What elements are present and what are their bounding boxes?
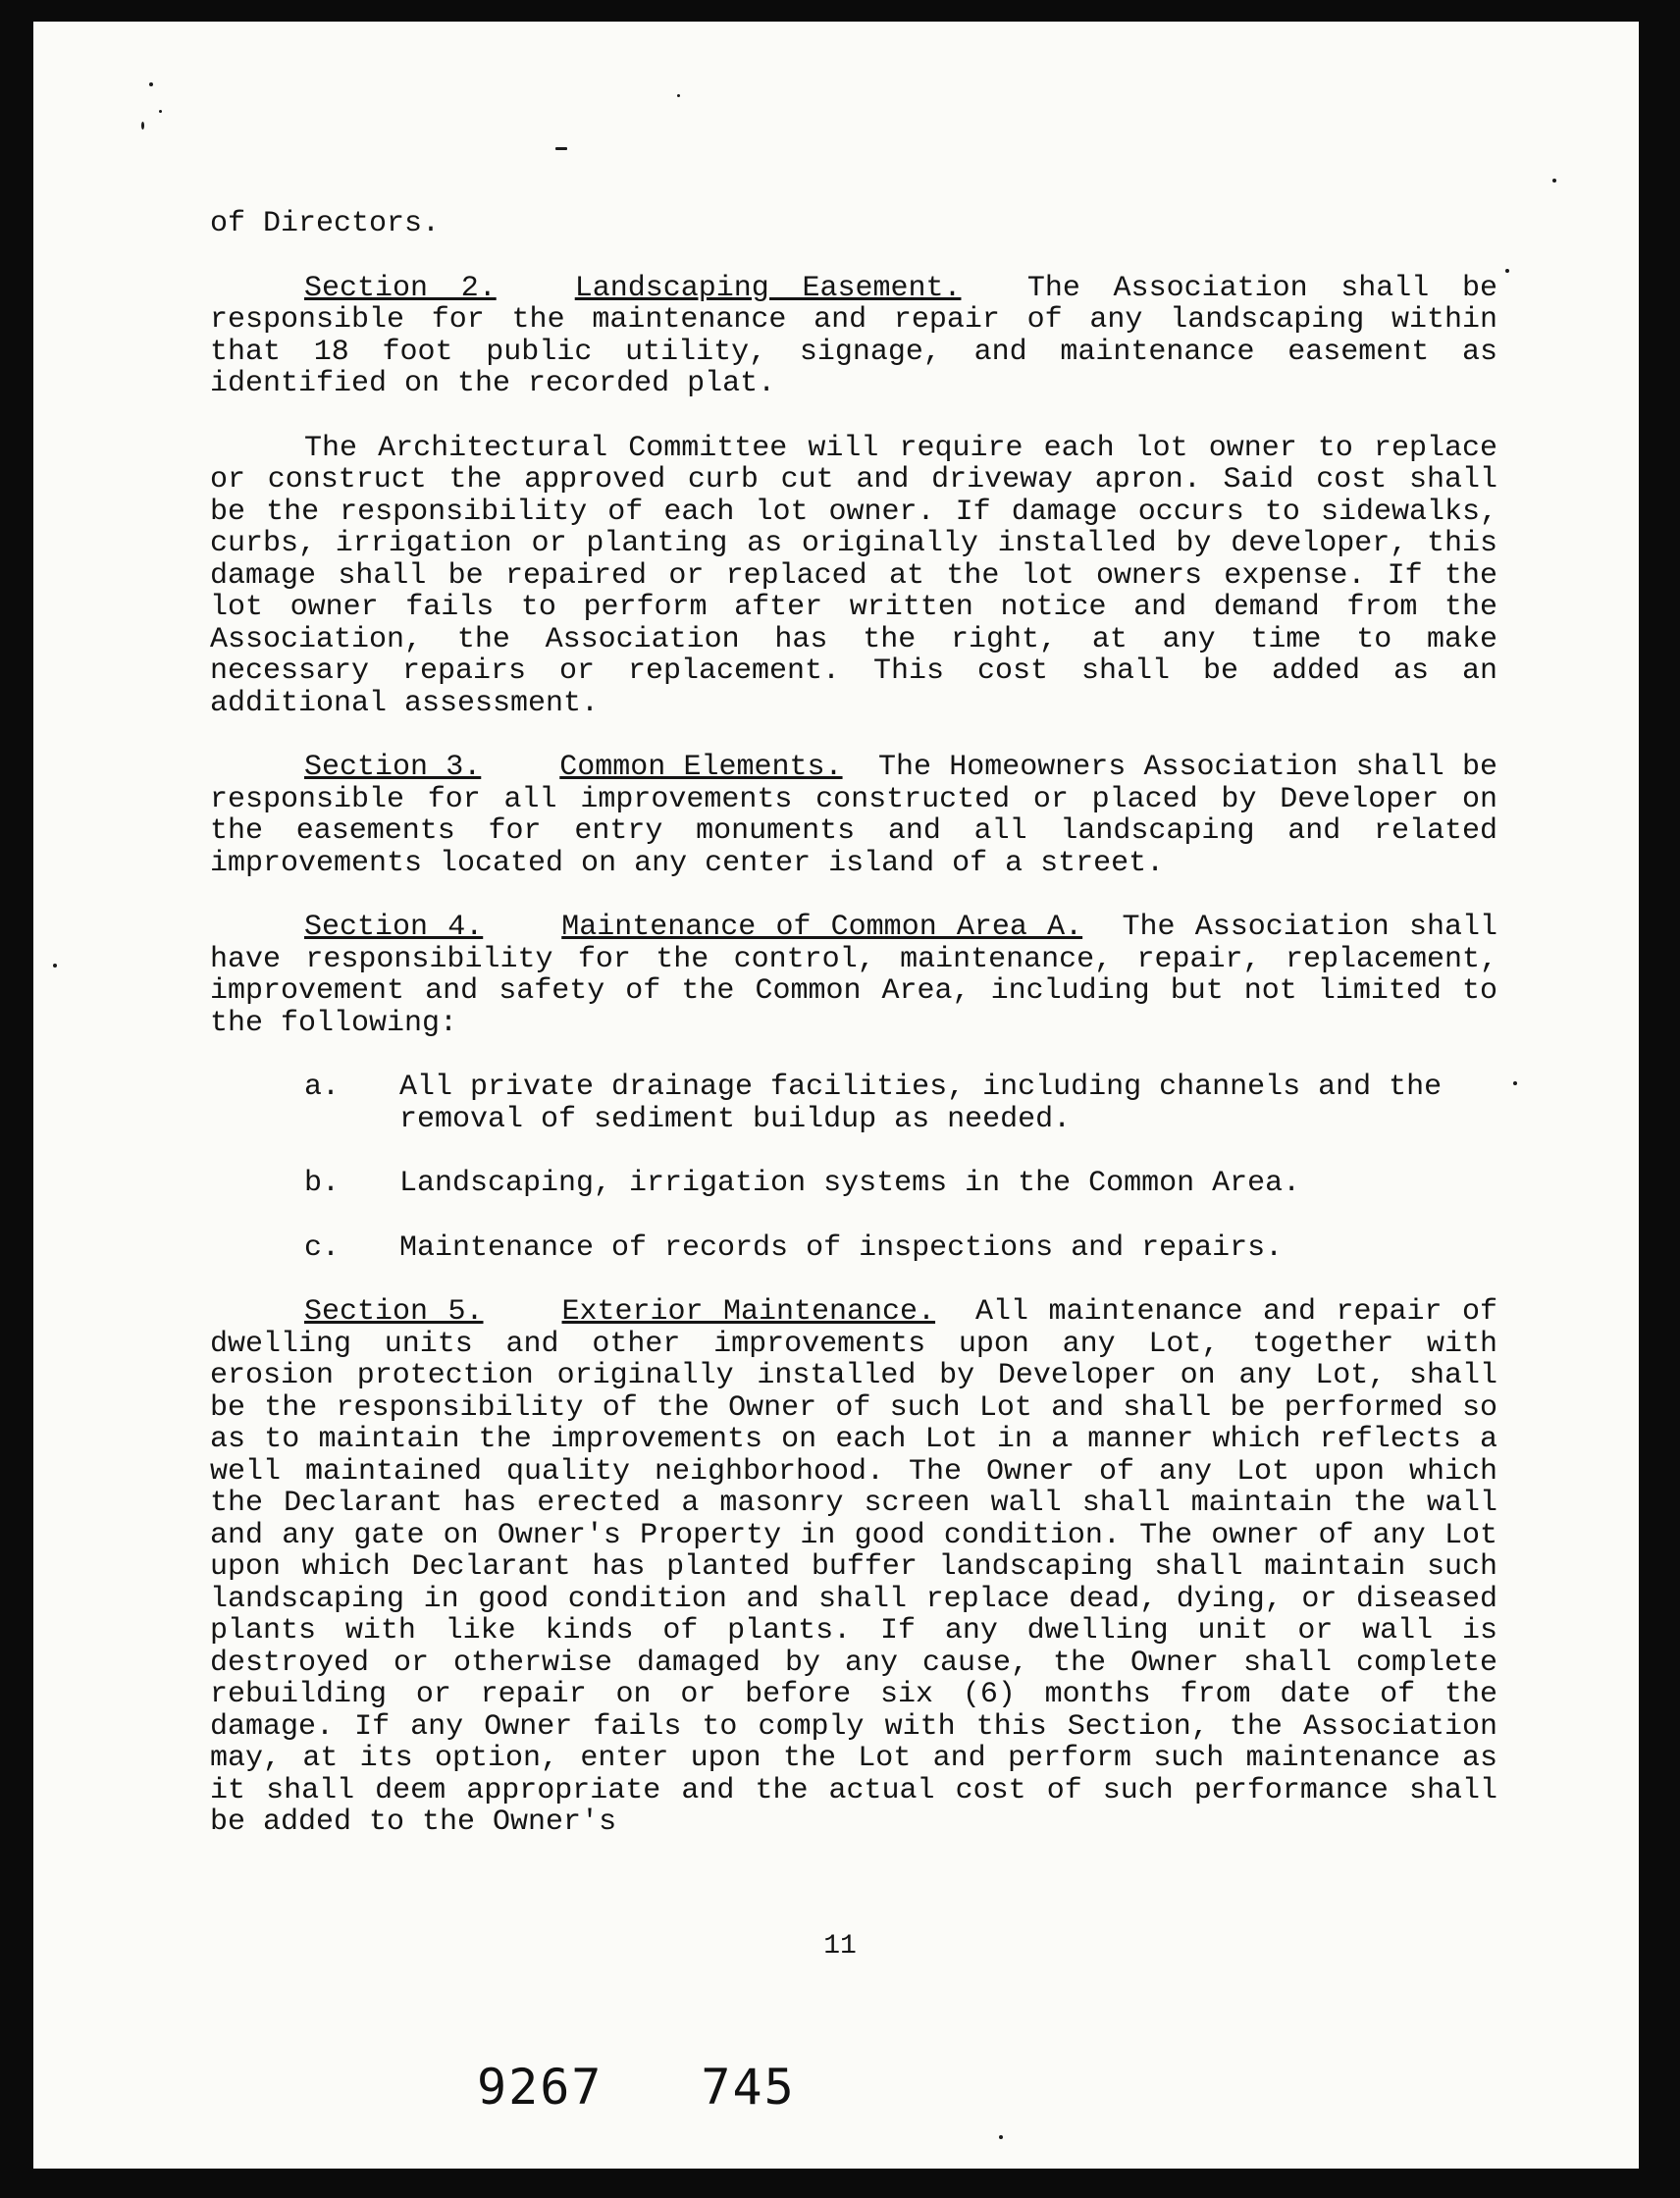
architectural-committee-paragraph: The Architectural Committee will require each lot owner to replace or construct the approved curb cut and driveway apron. Said cost shall be the responsibility of each lot owner. If damage occurs to sidewalks, curbs, irrigation or planting as originally installed by developer, this damage shall be repaired or replaced at the lot owners expense. If the lot owner fails to perform after written notice and demand from the Association, the Association has the right, at any time to make necessary repairs or replacement. This cost shall be added as an additional assessment.: [210, 431, 1497, 720]
scan-speck: [677, 94, 680, 97]
section-4-label: Section 4.: [304, 911, 484, 944]
list-item-text: Landscaping, irrigation systems in the Common Area.: [399, 1167, 1301, 1200]
list-item-letter: c.: [304, 1230, 341, 1265]
scan-speck: [1552, 179, 1556, 183]
section-3-text: The Homeowners Association shall be responsible for all improvements constructed or placed by Developer on the easements for entry monuments and all landscaping and related improvements located on any center island of a street.: [210, 751, 1498, 880]
scan-speck: [555, 147, 567, 150]
section-3-paragraph: [210, 752, 1497, 879]
list-item-text: Maintenance of records of inspections and repairs.: [399, 1230, 1284, 1265]
list-item-letter: b.: [304, 1167, 341, 1200]
scan-speck: [141, 122, 144, 130]
section-4-title: Maintenance of Common Area A.: [561, 911, 1083, 944]
section-5-title: Exterior Maintenance.: [561, 1295, 936, 1329]
list-item: [210, 1168, 1497, 1200]
document-body: [210, 208, 1497, 1839]
section-2-label: Section 2.: [304, 271, 497, 305]
section-4-paragraph: [210, 912, 1497, 1039]
document-reference-number: [477, 2059, 796, 2116]
page-number: 11: [823, 1931, 857, 1962]
opening-line: of Directors.: [210, 207, 441, 240]
list-item-text: All private drainage facilities, including channels and the removal of sediment buildup as needed.: [399, 1071, 1443, 1136]
doc-ref-left: 9267: [477, 2059, 604, 2116]
section-2-paragraph: [210, 273, 1497, 400]
scan-speck: [159, 110, 162, 113]
section-3-label: Section 3.: [304, 751, 482, 784]
list-item: [210, 1232, 1497, 1265]
section-5-text: All maintenance and repair of dwelling units and other improvements upon any Lot, together with erosion protection originally installed by Developer on any Lot, shall be the responsibility of the Owner of such Lot and shall be performed so as to maintain the improvements on each Lot in a manner which reflects a well maintained quality neighborhood. The Owner of any Lot upon which the Declarant has erected a masonry screen wall shall maintain the wall and any gate on Owner's Property in good condition. The owner of any Lot upon which Declarant has planted buffer landscaping shall maintain such landscaping in good condition and shall replace dead, dying, or diseased plants with like kinds of plants. If any dwelling unit or wall is destroyed or otherwise damaged by any cause, the Owner shall complete rebuilding or repair on or before six (6) months from date of the damage. If any Owner fails to comply with this Section, the Association may, at its option, enter upon the Lot and perform such maintenance as it shall deem appropriate and the actual cost of such performance shall be added to the Owner's: [210, 1295, 1498, 1839]
section-2-title: Landscaping Easement.: [574, 271, 962, 305]
list-item-letter: a.: [304, 1071, 341, 1104]
section-4-text: The Association shall have responsibility for the control, maintenance, repair, replacement, improvement and safety of the Common Area, including but not limited to the following:: [210, 911, 1497, 1040]
list-item: [210, 1072, 1497, 1135]
scan-speck: [149, 82, 153, 86]
scan-speck: [53, 964, 57, 968]
scan-speck: [999, 2135, 1003, 2139]
scan-speck: [1505, 269, 1509, 273]
section-2-text: The Association shall be responsible for the maintenance and repair of any landscaping within that 18 foot public utility, signage, and maintenance easement as identified on the recorded plat.: [210, 271, 1497, 400]
section-5-paragraph: [210, 1296, 1497, 1839]
section-3-title: Common Elements.: [559, 751, 843, 784]
doc-ref-right: 745: [701, 2059, 796, 2116]
scan-speck: [1513, 1081, 1517, 1085]
section-5-label: Section 5.: [304, 1295, 484, 1329]
